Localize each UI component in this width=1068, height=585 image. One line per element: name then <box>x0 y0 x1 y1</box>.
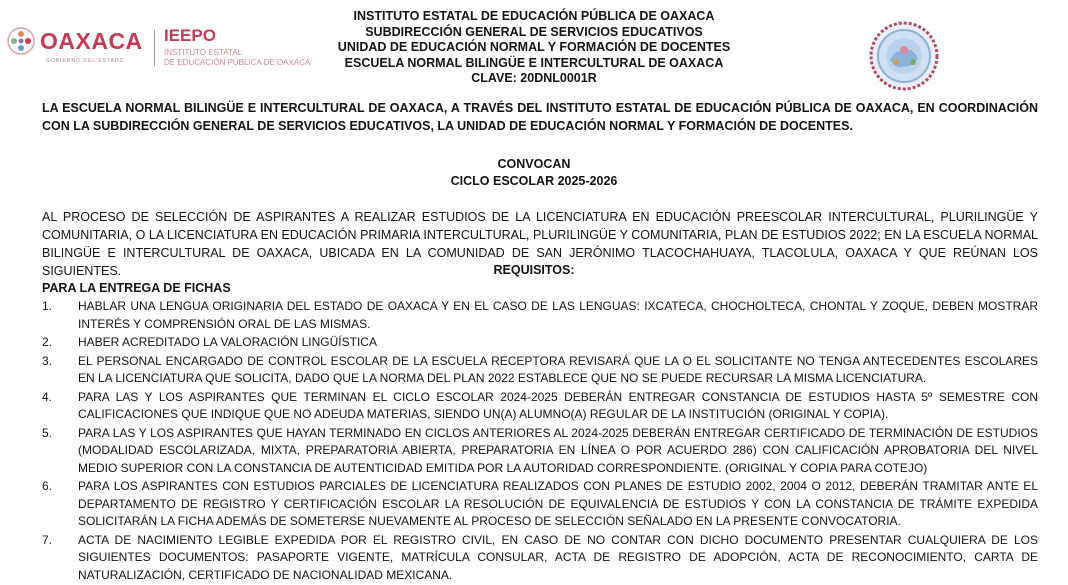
item-number: 1. <box>42 299 53 313</box>
logo-divider <box>154 30 155 66</box>
item-text: EL PERSONAL ENCARGADO DE CONTROL ESCOLAR DE LA ESCUELA RECEPTORA REVISARÁ QUE LA O EL SOLICITANTE NO TENGA ANTECEDENTES ESCOLARES EN LA LICENCIATURA QUE SOLICITA, DADO QUE LA NORMA DEL PLAN 2022 ESTABLECE QUE NO SE PUEDE RECURSAR LA MISMA LICENCIATURA. <box>78 353 1038 385</box>
convocan-block <box>0 156 1068 190</box>
oaxaca-emblem-icon <box>6 26 36 56</box>
oaxaca-logo <box>6 26 143 56</box>
item-text: PARA LAS Y LOS ASPIRANTES QUE TERMINAN EL CICLO ESCOLAR 2024-2025 DEBERÁN ENTREGAR CONSTANCIA DE ESTUDIOS HASTA 5º SEMESTRE CON CALIFICACIONES QUE INDIQUE QUE NO ADEUDA MATERIAS, SIENDO UN(A) ALUMNO(A) REGULAR DE LA INSTITUCIÓN (ORIGINAL Y COPIA). <box>78 389 1038 421</box>
item-number: 2. <box>42 335 53 349</box>
institutional-seal-icon <box>868 20 940 92</box>
section-title: PARA LA ENTREGA DE FICHAS <box>42 281 231 295</box>
item-text: HABER ACREDITADO LA VALORACIÓN LINGÜÍSTICA <box>78 335 377 349</box>
school-cycle: CICLO ESCOLAR 2025-2026 <box>450 174 618 188</box>
item-number: 6. <box>42 479 53 493</box>
ieepo-line-1: INSTITUTO ESTATAL <box>164 48 243 57</box>
list-item <box>42 389 1038 424</box>
requirements-list <box>42 298 1038 585</box>
list-item <box>42 334 1038 352</box>
item-text: HABLAR UNA LENGUA ORIGINARIA DEL ESTADO DE OAXACA Y EN EL CASO DE LAS LENGUAS: IXCATECA, CHOCHOLTECA, CHONTAL Y ZOQUE, DEBEN MOSTRAR INTERÉS Y COMPRENSIÓN ORAL DE LAS MISMAS. <box>78 299 1038 331</box>
header-subdirection: SUBDIRECCIÓN GENERAL DE SERVICIOS EDUCATIVOS <box>365 24 703 39</box>
ieepo-line-2: DE EDUCACIÓN PÚBLICA DE OAXACA <box>164 58 311 67</box>
header-unit: UNIDAD DE EDUCACIÓN NORMAL Y FORMACIÓN DE DOCENTES <box>337 40 731 54</box>
item-text: PARA LOS ASPIRANTES CON ESTUDIOS PARCIALES DE LICENCIATURA REALIZADOS CON PLANES DE ESTUDIO 2002, 2004 O 2012, DEBERÁN TRAMITAR ANTE EL DEPARTAMENTO DE REGISTRO Y CERTIFICACIÓN ESCOLAR LA RESOLUCIÓN DE EQUIVALENCIA DE ESTUDIOS Y CON LA CONSTANCIA DE TRÁMITE EXPEDIDA SOLICITARÁN LA FICHA ADEMÁS DE SOMETERSE NUEVAMENTE AL PROCESO DE SELECCIÓN SEÑALADO EN LA PRESENTE CONVOCATORIA. <box>78 479 1038 528</box>
list-item <box>42 532 1038 585</box>
intro-paragraph: LA ESCUELA NORMAL BILINGÜE E INTERCULTURAL DE OAXACA, A TRAVÉS DEL INSTITUTO ESTATAL DE EDUCACIÓN PÚBLICA DE OAXACA, EN COORDINACIÓN CON LA SUBDIRECCIÓN GENERAL DE SERVICIOS EDUCATIVOS, LA UNIDAD DE EDUCACIÓN NORMAL Y FORMACIÓN DE DOCENTES. <box>42 101 1038 133</box>
list-item <box>42 353 1038 388</box>
list-item <box>42 298 1038 333</box>
header-school: ESCUELA NORMAL BILINGÜE E INTERCULTURAL DE OAXACA <box>344 55 724 70</box>
item-text: PARA LAS Y LOS ASPIRANTES QUE HAYAN TERMINADO EN CICLOS ANTERIORES AL 2024-2025 DEBERÁN ENTREGAR CERTIFICADO DE TERMINACIÓN DE ESTUDIOS (MODALIDAD ESCOLARIZADA, MIXTA, PREPARATORIA ABIERTA, PREPARATORIA EN LÍNEA O POR ACUERDO 286) CON CALIFICACIÓN APROBATORIA DEL NIVEL MEDIO SUPERIOR CON LA CONSTANCIA DE AUTENTICIDAD EMITIDA POR LA AUTORIDAD CORRESPONDIENTE. (ORIGINAL Y COPIA PARA COTEJO) <box>78 425 1038 475</box>
ieepo-wordmark: IEEPO <box>164 26 216 45</box>
header-clave: CLAVE: 20DNL0001R <box>471 71 597 85</box>
oaxaca-subtitle: GOBIERNO DEL ESTADO <box>46 58 125 64</box>
item-text: ACTA DE NACIMIENTO LEGIBLE EXPEDIDA POR EL REGISTRO CIVIL, EN CASO DE NO CONTAR CON DICHO DOCUMENTO PRESENTAR CUALQUIERA DE LOS SIGUIENTES DOCUMENTOS: PASAPORTE VIGENTE, MATRÍCULA CONSULAR, ACTA DE REGISTRO DE ADOPCIÓN, ACTA DE RECONOCIMIENTO, CARTA DE NATURALIZACIÓN, CERTIFICADO DE NACIONALIDAD MEXICANA. <box>78 532 1038 582</box>
item-number: 5. <box>42 425 53 440</box>
item-number: 3. <box>42 353 53 368</box>
convocan-title: CONVOCAN <box>497 157 571 171</box>
oaxaca-wordmark: OAXACA <box>40 27 143 54</box>
list-item <box>42 478 1038 531</box>
item-number: 7. <box>42 532 53 547</box>
header-institute: INSTITUTO ESTATAL DE EDUCACIÓN PÚBLICA DE OAXACA <box>353 9 715 23</box>
requisitos-title: REQUISITOS: <box>493 263 575 277</box>
call-paragraph: AL PROCESO DE SELECCIÓN DE ASPIRANTES A REALIZAR ESTUDIOS DE LA LICENCIATURA EN EDUCACIÓN PREESCOLAR INTERCULTURAL, PLURILINGÜE Y COMUNITARIA, O LA LICENCIATURA EN EDUCACIÓN PRIMARIA INTERCULTURAL, PLURILINGÜE Y COMUNITARIA, PLAN DE ESTUDIOS 2022; EN LA ESCUELA NORMAL BILINGÜE E INTERCULTURAL DE OAXACA, UBICADA EN LA COMUNIDAD DE SAN JERÓNIMO TLACOCHAHUAYA, TLACOLULA, OAXACA Y QUE REÚNAN LOS SIGUIENTES. <box>42 210 1038 278</box>
document-header <box>250 9 818 87</box>
list-item <box>42 425 1038 478</box>
item-number: 4. <box>42 389 53 404</box>
